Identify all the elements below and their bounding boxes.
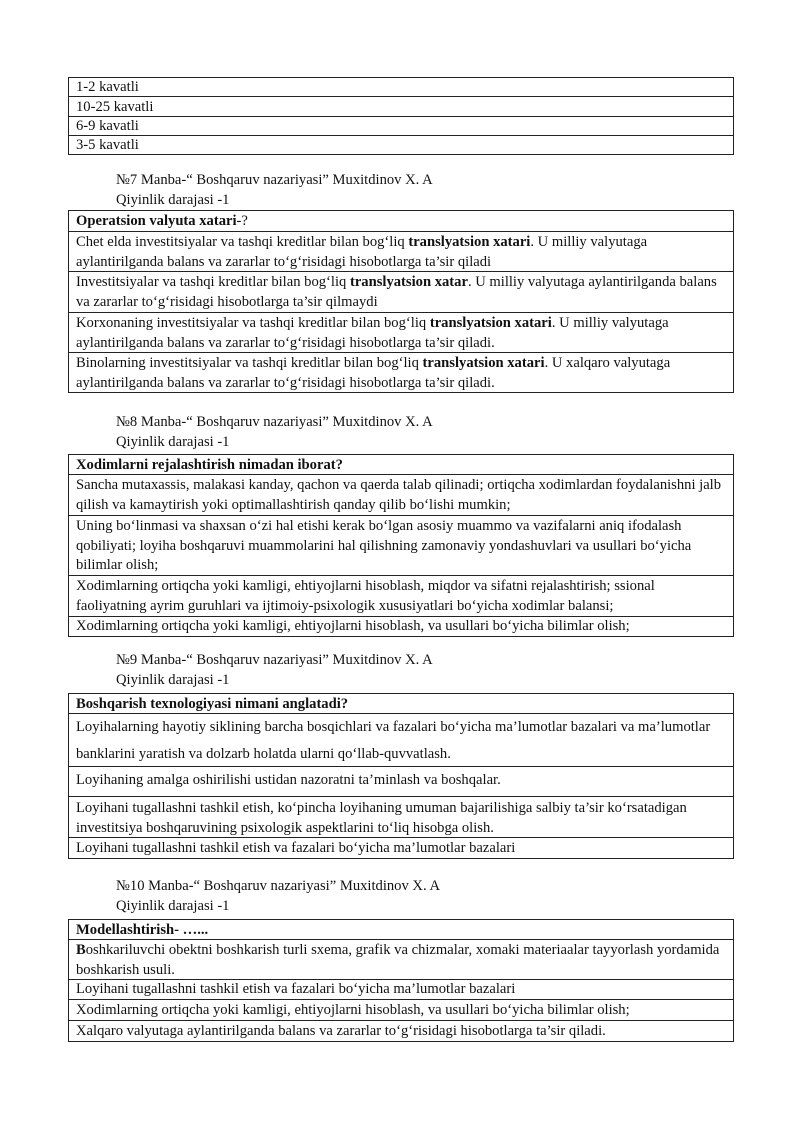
question-title: Operatsion valyuta xatari [76, 213, 237, 229]
answer-table-0 [68, 77, 734, 155]
answer-option [69, 313, 733, 353]
answer-text: Xalqaro valyutaga aylantirilganda balans va zararlar to‘g‘risidagi hisobotlarga ta’sir qiladi. [76, 1023, 606, 1039]
difficulty-line: Qiyinlik darajasi -1 [116, 192, 230, 208]
question-9-meta [116, 650, 433, 690]
answer-row: 3-5 kavatli [69, 136, 733, 155]
answer-option [69, 272, 733, 313]
question-7-meta [116, 170, 433, 210]
answer-option [69, 940, 733, 980]
answer-option [69, 232, 733, 272]
question-title: Modellashtirish- …... [69, 920, 733, 940]
answer-bold-term: translyatsion xatari [408, 234, 531, 250]
difficulty-line: Qiyinlik darajasi -1 [116, 898, 230, 914]
answer-text: Chet elda investitsiyalar va tashqi kreditlar bilan bog‘liq [76, 234, 409, 250]
question-7-table [68, 210, 734, 393]
answer-option: Uning bo‘linmasi va shaxsan o‘zi hal etishi kerak bo‘lgan asosiy muammo va vazifalarni aniq ifodalash qobiliyati; loyiha boshqaruvi muammolarini hal qilishning zamonaviy yondashuvlari va usullari bo‘yicha bilimlar olish; [69, 516, 733, 576]
answer-text: Xodimlarning ortiqcha yoki kamligi, ehtiyojlarni hisoblash, va usullari bo‘yicha bilimlar olish; [76, 1002, 630, 1018]
answer-option: Loyihani tugallashni tashkil etish va fazalari bo‘yicha ma’lumotlar bazalari [69, 838, 733, 859]
difficulty-line: Qiyinlik darajasi -1 [116, 672, 230, 688]
answer-option: Loyihani tugallashni tashkil etish, ko‘pincha loyihaning umuman bajarilishiga salbiy ta’sir ko‘rsatadigan investitsiya boshqaruvining psixologik aspektlarini to‘liq hisobga olish. [69, 797, 733, 838]
source-line: №8 Manba-“ Boshqaruv nazariyasi” Muxitdinov X. A [116, 414, 433, 430]
answer-option [69, 1021, 733, 1042]
answer-bold-term: translyatsion xatari [422, 355, 545, 371]
answer-text: . U milliy valyutaga aylantirilganda balans va zararlar to‘g‘risidagi hisobotlarga ta’sir qiladi [76, 234, 648, 270]
question-text [69, 211, 733, 232]
answer-option: Loyihalarning hayotiy siklining barcha bosqichlari va fazalari bo‘yicha ma’lumotlar bazalari va ma’lumotlar banklarini yaratish va dolzarb holatda ularni qo‘llab-quvvatlash. [69, 714, 733, 767]
answer-row: 10-25 kavatli [69, 97, 733, 117]
answer-text: . U milliy valyutaga aylantirilganda balans va zararlar to‘g‘risidagi hisobotlarga ta’sir qiladi. [76, 315, 669, 351]
question-9-table [68, 693, 734, 859]
answer-option [69, 980, 733, 1000]
answer-row: 1-2 kavatli [69, 78, 733, 97]
answer-bold-letter: B [76, 942, 86, 958]
answer-option [69, 1000, 733, 1021]
question-title: Boshqarish texnologiyasi nimani anglatadi? [69, 694, 733, 714]
answer-text: Korxonaning investitsiyalar va tashqi kreditlar bilan bog‘liq [76, 315, 430, 331]
answer-text: Loyihani tugallashni tashkil etish va fazalari bo‘yicha ma’lumotlar bazalari [76, 981, 516, 997]
answer-text: Binolarning investitsiyalar va tashqi kreditlar bilan bog‘liq [76, 355, 423, 371]
answer-text: oshkariluvchi obektni boshkarish turli sxema, grafik va chizmalar, xomaki materiaalar tayyorlash yordamida boshkarish usuli. [76, 942, 720, 978]
source-line: №9 Manba-“ Boshqaruv nazariyasi” Muxitdinov X. A [116, 652, 433, 668]
answer-option: Xodimlarning ortiqcha yoki kamligi, ehtiyojlarni hisoblash, va usullari bo‘yicha bilimlar olish; [69, 617, 733, 637]
answer-row: 6-9 kavatli [69, 117, 733, 136]
answer-bold-term: translyatsion xatar [349, 274, 468, 290]
question-10-table [68, 919, 734, 1042]
answer-option: Xodimlarning ortiqcha yoki kamligi, ehtiyojlarni hisoblash, miqdor va sifatni rejalashtirish; ssional faoliyatning ayrim guruhlari va ijtimoiy-psixologik xususiyatlari bo‘yicha xodimlar balansi; [69, 576, 733, 617]
answer-option [69, 353, 733, 393]
question-8-meta [116, 412, 433, 452]
answer-option: Sancha mutaxassis, malakasi kanday, qachon va qaerda talab qilinadi; ortiqcha xodimlardan foydalanishni jalb qilish va kamaytirish yoki optimallashtirish qanday qilib bo‘lishi mumkin; [69, 475, 733, 516]
answer-option: Loyihaning amalga oshirilishi ustidan nazoratni ta’minlash va boshqalar. [69, 767, 733, 797]
question-10-meta [116, 876, 440, 916]
source-line: №10 Manba-“ Boshqaruv nazariyasi” Muxitdinov X. A [116, 878, 440, 894]
source-line: №7 Manba-“ Boshqaruv nazariyasi” Muxitdinov X. A [116, 172, 433, 188]
question-title: Xodimlarni rejalashtirish nimadan iborat? [69, 455, 733, 475]
answer-bold-term: translyatsion xatari [429, 315, 552, 331]
answer-text: Investitsiyalar va tashqi kreditlar bilan bog‘liq [76, 274, 350, 290]
answer-text: . U milliy valyutaga aylantirilganda balans va zararlar to‘g‘risidagi hisobotlarga ta’sir qilmaydi [76, 274, 717, 310]
difficulty-line: Qiyinlik darajasi -1 [116, 434, 230, 450]
answer-text: . U xalqaro valyutaga aylantirilganda balans va zararlar to‘g‘risidagi hisobotlarga ta’sir qiladi. [76, 355, 671, 391]
question-8-table [68, 454, 734, 637]
question-suffix: -? [236, 213, 248, 229]
